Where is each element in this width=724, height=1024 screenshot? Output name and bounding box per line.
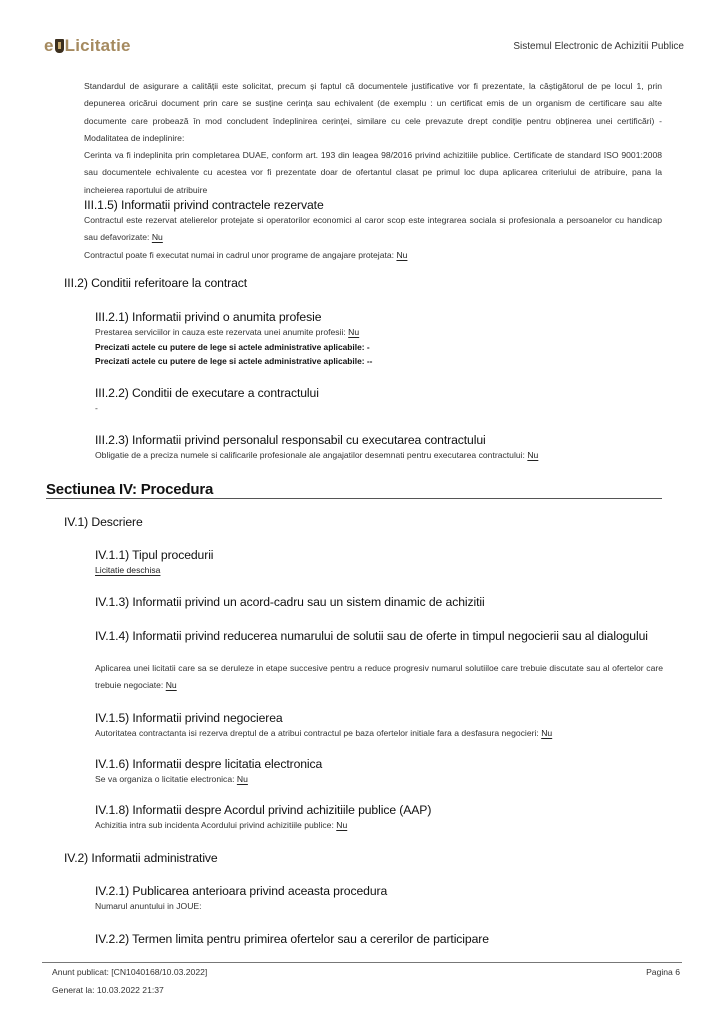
field-value: Nu (165, 680, 177, 691)
field-text (95, 447, 538, 464)
field-value: Nu (236, 774, 248, 784)
field-text: Precizati actele cu putere de lege si actele administrative aplicabile: -- (95, 356, 373, 366)
logo-main: Licitatie (64, 36, 131, 55)
field-label: Autoritatea contractanta isi rezerva dreptul de a atribui contractul pe baza ofertelor initiale fara a desfasura negocieri: (95, 728, 539, 738)
section-divider (46, 498, 662, 499)
section-heading: IV.1.1) Tipul procedurii (95, 548, 214, 562)
field-text (84, 212, 662, 247)
elicitatie-logo (44, 36, 131, 56)
field-text: Precizati actele cu putere de lege si actele administrative aplicabile: - (95, 342, 370, 352)
footer-generated: Generat la: 10.03.2022 21:37 (52, 985, 164, 995)
field-text (84, 247, 407, 264)
field-value: Licitatie deschisa (95, 565, 161, 575)
section-heading: III.1.5) Informatii privind contractele rezervate (84, 198, 324, 212)
field-label: Numarul anuntului in JOUE: (95, 901, 202, 911)
field-label: Contractul poate fi executat numai in cadrul unor programe de angajare protejata: (84, 250, 395, 260)
system-name: Sistemul Electronic de Achizitii Publice (513, 41, 684, 52)
section-heading: III.2.1) Informatii privind o anumita profesie (95, 310, 322, 324)
field-value: Nu (541, 728, 553, 738)
field-label: Aplicarea unei licitatii care sa se deruleze in etape succesive pentru a reduce progresiv numarul solutiiloe care trebuie discutate sau al ofertelor care trebuie negociate: (95, 663, 663, 691)
field-value: Nu (151, 232, 163, 243)
section-heading: IV.1.5) Informatii privind negocierea (95, 711, 283, 725)
section-heading: IV.1.4) Informatii privind reducerea numarului de solutii sau de oferte in timpul negocierii sau al dialogului (95, 629, 648, 643)
field-label: Obligatie de a preciza numele si calificarile profesionale ale angajatilor desemnati pentru executarea contractului: (95, 450, 525, 460)
field-value: - (95, 403, 98, 413)
section-heading: III.2.3) Informatii privind personalul responsabil cu executarea contractului (95, 433, 486, 447)
intro-paragraph-2: Cerinta va fi indeplinita prin completarea DUAE, conform art. 193 din leagea 98/2016 privind achizitiile publice. Certificate de standard ISO 9001:2008 sau documentele echivalente cu acestea vor fi prezentate doar de ofertantul clasat pe primul loc dupa aplicarea criteriului de atribuire, pana la incheierea raportului de atribuire (84, 150, 662, 195)
field-text (95, 660, 663, 695)
field-label: Contractul este rezervat atelierelor protejate si operatorilor economici al caror scop este integrarea sociala si profesionala a persoanelor cu handicap sau defavorizate: (84, 215, 662, 243)
logo-prefix: e (44, 36, 54, 55)
field-text (95, 898, 202, 915)
section-heading: IV.1.6) Informatii despre licitatia electronica (95, 757, 323, 771)
footer-divider (42, 962, 682, 963)
section-title: Sectiunea IV: Procedura (46, 481, 214, 498)
logo-shield-icon (55, 39, 64, 53)
field-label: Prestarea serviciilor in cauza este rezervata unei anumite profesii: (95, 327, 346, 337)
page-header (0, 0, 724, 70)
section-heading: IV.2) Informatii administrative (64, 851, 218, 865)
field-text (95, 725, 552, 742)
field-value: Nu (336, 820, 348, 830)
field-text (95, 817, 347, 834)
section-heading: IV.1) Descriere (64, 515, 143, 529)
section-heading: IV.2.2) Termen limita pentru primirea ofertelor sau a cererilor de participare (95, 932, 489, 946)
field-value: Nu (348, 327, 360, 337)
field-value: Nu (396, 250, 408, 260)
section-heading: IV.1.8) Informatii despre Acordul privind achizitiile publice (AAP) (95, 803, 432, 817)
section-heading: III.2) Conditii referitoare la contract (64, 276, 248, 290)
field-text (95, 771, 248, 788)
footer-page-number: Pagina 6 (646, 967, 680, 977)
field-value: Nu (527, 450, 539, 460)
footer-published: Anunt publicat: [CN1040168/10.03.2022] (52, 967, 208, 977)
field-text (95, 324, 359, 341)
section-heading: III.2.2) Conditii de executare a contractului (95, 386, 319, 400)
field-label: Se va organiza o licitatie electronica: (95, 774, 235, 784)
section-heading: IV.1.3) Informatii privind un acord-cadru sau un sistem dinamic de achizitii (95, 595, 485, 609)
section-heading: IV.2.1) Publicarea anterioara privind aceasta procedura (95, 884, 388, 898)
field-label: Achizitia intra sub incidenta Acordului privind achizitiile publice: (95, 820, 334, 830)
field-text (95, 562, 160, 579)
intro-paragraph-1: Standardul de asigurare a calității este solicitat, precum și faptul că documentele justificative vor fi prezentate, la câștigătorul de pe locul 1, prin depunerea oricărui document prin care se susține cerința sau echivalent (de exemplu : un certificat emis de un organism de certificare sau alte documente care probează în mod concludent îndeplinirea cerinței, similare cu cele prevazute drept condiție pentru obținerea unei certificări) - Modalitatea de indeplinire: (84, 81, 662, 144)
